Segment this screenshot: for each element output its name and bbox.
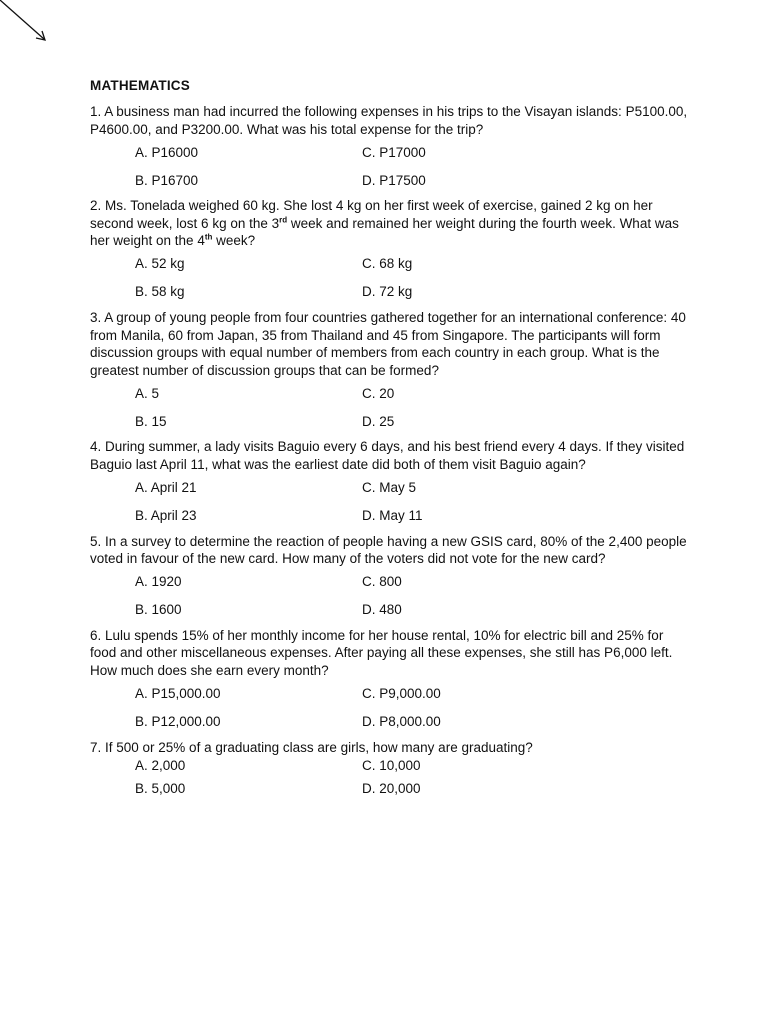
question-text: 1. A business man had incurred the following expenses in his trips to the Visayan islands: P5100.00, P4600.00, and P3200.00. What was his total expense for the trip? — [90, 104, 688, 137]
choice-b: B. 5,000 — [135, 780, 186, 796]
choice-c: C. May 5 — [362, 480, 417, 496]
answer-choices — [90, 568, 690, 624]
question-7 — [90, 739, 690, 803]
choice-a: A. 1920 — [135, 574, 182, 590]
answer-choices — [90, 474, 690, 530]
choice-b: B. 15 — [135, 413, 167, 429]
choice-a: A. P15,000.00 — [135, 686, 221, 701]
question-2 — [90, 197, 690, 306]
choice-d: D. P17500 — [362, 172, 426, 188]
question-text: 2. Ms. Tonelada weighed 60 kg. She lost 4 kg on her first week of exercise, gained 2 kg on her second week, lost 6 kg on the 3rd week and remained her weight during the fourth week. What was her weight on the 4th week? — [90, 198, 679, 249]
question-text: 5. In a survey to determine the reaction of people having a new GSIS card, 80% of the 2,400 people voted in favour of the new card. How many of the voters did not vote for the new card? — [90, 533, 687, 567]
question-3 — [90, 309, 690, 435]
answer-choices — [90, 756, 690, 802]
choice-b: B. 58 kg — [135, 284, 185, 300]
question-text: 3. A group of young people from four countries gathered together for an international conference: 40 from Manila, 60 from Japan, 35 from Thailand and 45 from Singapore. The participants will form discussion groups with equal number of members from each country in each group. What is the greatest number of discussion groups that can be formed? — [90, 309, 686, 378]
choice-d: D. 20,000 — [362, 780, 421, 796]
question-5 — [90, 533, 690, 624]
choice-c: C. 10,000 — [362, 757, 421, 773]
question-text: 7. If 500 or 25% of a graduating class are girls, how many are graduating? — [90, 739, 533, 755]
choice-d: D. 480 — [362, 602, 402, 618]
choice-d: D. P8,000.00 — [362, 714, 441, 729]
choice-b: B. April 23 — [135, 508, 197, 524]
choice-a: A. April 21 — [135, 480, 197, 496]
page-title: MATHEMATICS — [90, 78, 190, 93]
choice-b: B. 1600 — [135, 602, 182, 618]
arrow-icon — [0, 0, 50, 45]
choice-a: A. 2,000 — [135, 757, 186, 773]
choice-d: D. May 11 — [362, 508, 423, 524]
choice-a: A. 5 — [135, 385, 160, 401]
choice-a: A. 52 kg — [135, 256, 185, 272]
answer-choices — [90, 138, 690, 194]
choice-a: A. P16000 — [135, 144, 199, 160]
question-text: 4. During summer, a lady visits Baguio every 6 days, and his best friend every 4 days. If they visited Baguio last April 11, what was the earliest date did both of them visit Baguio again? — [90, 439, 685, 472]
question-1 — [90, 103, 690, 194]
choice-d: D. 72 kg — [362, 284, 413, 300]
choice-c: C. P9,000.00 — [362, 686, 441, 701]
answer-choices — [90, 250, 690, 306]
choice-d: D. 25 — [362, 413, 395, 429]
choice-c: C. 20 — [362, 385, 395, 401]
answer-choices — [90, 680, 690, 736]
question-text: 6. Lulu spends 15% of her monthly income for her house rental, 10% for electric bill and 25% for food and other miscellaneous expenses. After paying all these expenses, she still has P6,000 left. How much does she earn every month? — [90, 627, 673, 678]
answer-choices — [90, 379, 690, 435]
question-6 — [90, 627, 690, 736]
choice-c: C. 68 kg — [362, 256, 413, 272]
choice-b: B. P16700 — [135, 172, 199, 188]
question-4 — [90, 438, 690, 529]
choice-b: B. P12,000.00 — [135, 714, 221, 729]
choice-c: C. P17000 — [362, 144, 426, 160]
choice-c: C. 800 — [362, 574, 402, 590]
document-page — [90, 78, 690, 805]
